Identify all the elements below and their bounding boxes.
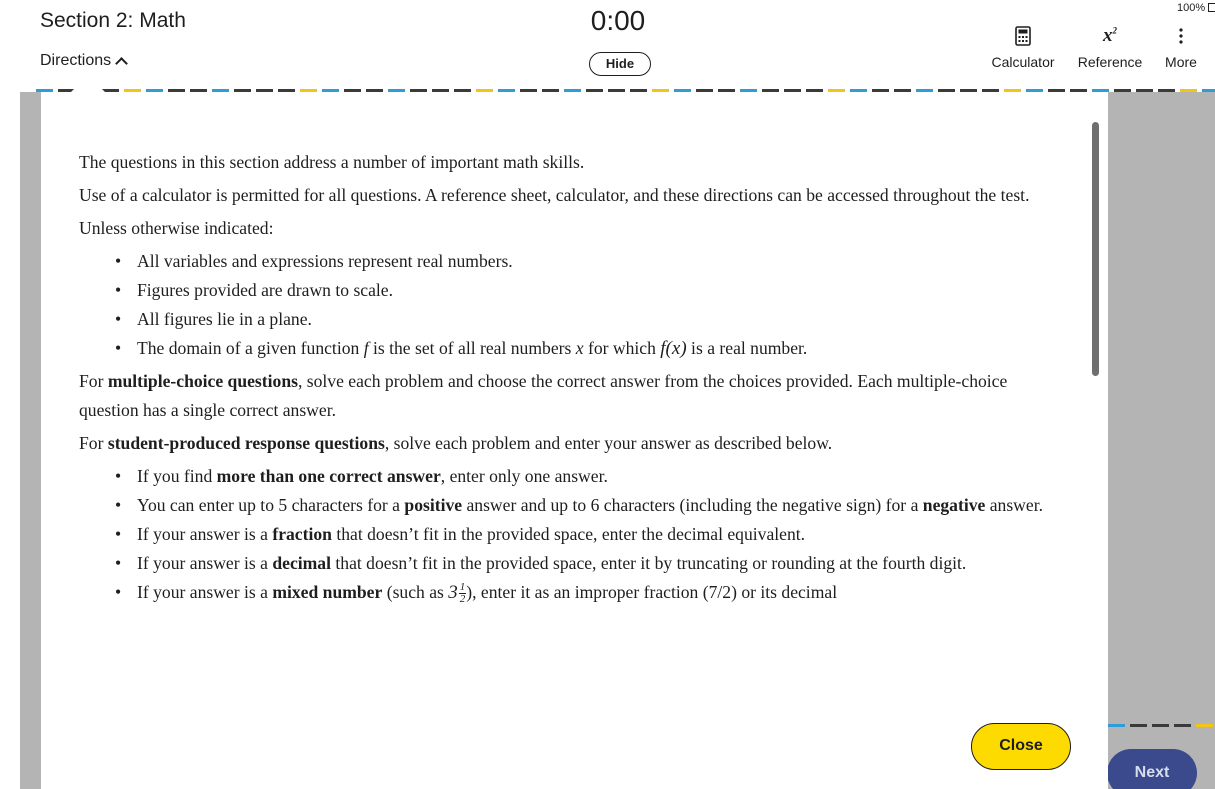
unless-label: Unless otherwise indicated: — [79, 218, 274, 238]
reference-icon — [1103, 25, 1117, 47]
close-button[interactable]: Close — [971, 723, 1071, 770]
calculator-note: Use of a calculator is permitted for all questions. A reference sheet, calculator, and these directions can be accessed throughout the test. — [79, 185, 1030, 205]
directions-content[interactable] — [79, 148, 1069, 696]
assumption-item: • Figures provided are drawn to scale. — [79, 276, 1069, 305]
spr-rest: , solve each problem and enter your answer as described below. — [384, 433, 833, 453]
rule-text: that doesn’t fit in the provided space, enter it by truncating or rounding at the fourth digit. — [330, 553, 967, 573]
timer: 0:00 — [590, 5, 646, 36]
spr-rule-item — [79, 520, 1069, 549]
divider-dash — [1152, 724, 1169, 727]
rule-bold: more than one correct answer — [216, 466, 441, 486]
section-title: Section 2: Math — [40, 9, 186, 32]
function-notation: f(x) — [660, 338, 687, 359]
rule-text: (such as — [382, 582, 449, 602]
directions-panel — [41, 92, 1108, 789]
next-button[interactable]: Next — [1107, 749, 1197, 789]
rule-text: ), enter it as an improper fraction (7/2) or its decimal — [466, 582, 838, 602]
calculator-label: Calculator — [991, 54, 1055, 70]
domain-rule-item — [79, 334, 1069, 363]
battery-icon — [1208, 3, 1215, 12]
spr-rule-item — [79, 491, 1069, 520]
battery-indicator — [1177, 2, 1215, 14]
domain-rule-text: is a real number. — [686, 338, 808, 358]
divider-dash — [1130, 724, 1147, 727]
more-label: More — [1165, 54, 1197, 70]
top-toolbar — [0, 0, 1215, 90]
assumptions-list — [79, 247, 1069, 363]
assumption-item: • All figures lie in a plane. — [79, 305, 1069, 334]
mc-bold: multiple-choice questions — [107, 371, 298, 391]
directions-toggle[interactable] — [40, 52, 126, 70]
mixed-numerator: 1 — [459, 581, 466, 594]
mixed-denominator: 2 — [459, 593, 466, 606]
directions-scrollbar[interactable] — [1092, 122, 1099, 376]
dimmed-background-left — [20, 92, 41, 789]
rule-text: If you find — [137, 466, 217, 486]
rule-bold: fraction — [272, 524, 332, 544]
divider-dash — [1108, 724, 1125, 727]
spr-rule-item — [79, 549, 1069, 578]
mc-prefix: For — [79, 371, 108, 391]
calculator-button[interactable] — [986, 24, 1060, 70]
mc-rest: , solve each problem and choose the correct answer from the choices provided. Each multiple-choice question has a single correct answer. — [79, 371, 1008, 420]
reference-icon-superscript: 2 — [1112, 25, 1117, 36]
domain-rule-text: for which — [583, 338, 661, 358]
dimmed-background-right — [1108, 92, 1215, 789]
rule-text: If your answer is a — [137, 582, 273, 602]
domain-rule-text: is the set of all real numbers — [368, 338, 576, 358]
rule-text: answer. — [985, 495, 1043, 515]
directions-label: Directions — [40, 52, 112, 69]
rule-bold: positive — [404, 495, 463, 515]
spr-prefix: For — [79, 433, 108, 453]
rule-text: If your answer is a — [137, 524, 273, 544]
hide-timer-button[interactable]: Hide — [589, 52, 651, 76]
domain-rule-text: The domain of a given function — [137, 338, 364, 358]
multiple-choice-instructions — [79, 367, 1069, 425]
directions-intro: The questions in this section address a number of important math skills. — [79, 152, 585, 172]
rule-bold: negative — [922, 495, 986, 515]
calculator-icon — [1015, 26, 1031, 46]
spr-instructions — [79, 429, 1069, 458]
spr-rules-list — [79, 462, 1069, 607]
reference-icon-glyph: x — [1103, 25, 1113, 46]
divider-dash — [1196, 724, 1213, 727]
spr-rule-item — [79, 462, 1069, 491]
assumption-item: • All variables and expressions represent real numbers. — [79, 247, 1069, 276]
chevron-up-icon — [115, 57, 128, 70]
spr-rule-item — [79, 578, 1069, 607]
rule-text: , enter only one answer. — [440, 466, 608, 486]
rule-text: You can enter up to 5 characters for a — [137, 495, 405, 515]
rule-bold: mixed number — [272, 582, 383, 602]
rule-bold: decimal — [272, 553, 331, 573]
spr-bold: student-produced response questions — [107, 433, 385, 453]
more-vertical-icon — [1178, 27, 1184, 45]
variable-symbol: x — [575, 338, 584, 358]
mixed-whole: 3 — [448, 582, 458, 603]
rule-text: answer and up to 6 characters (including the negative sign) for a — [462, 495, 923, 515]
more-button[interactable] — [1158, 24, 1204, 70]
rule-text: that doesn’t fit in the provided space, enter the decimal equivalent. — [331, 524, 806, 544]
rule-text: If your answer is a — [137, 553, 273, 573]
battery-level: 100% — [1177, 2, 1206, 14]
reference-label: Reference — [1077, 54, 1143, 70]
mixed-number — [448, 581, 466, 606]
divider-dash — [1174, 724, 1191, 727]
reference-button[interactable] — [1072, 24, 1148, 70]
function-symbol: f — [363, 338, 369, 358]
